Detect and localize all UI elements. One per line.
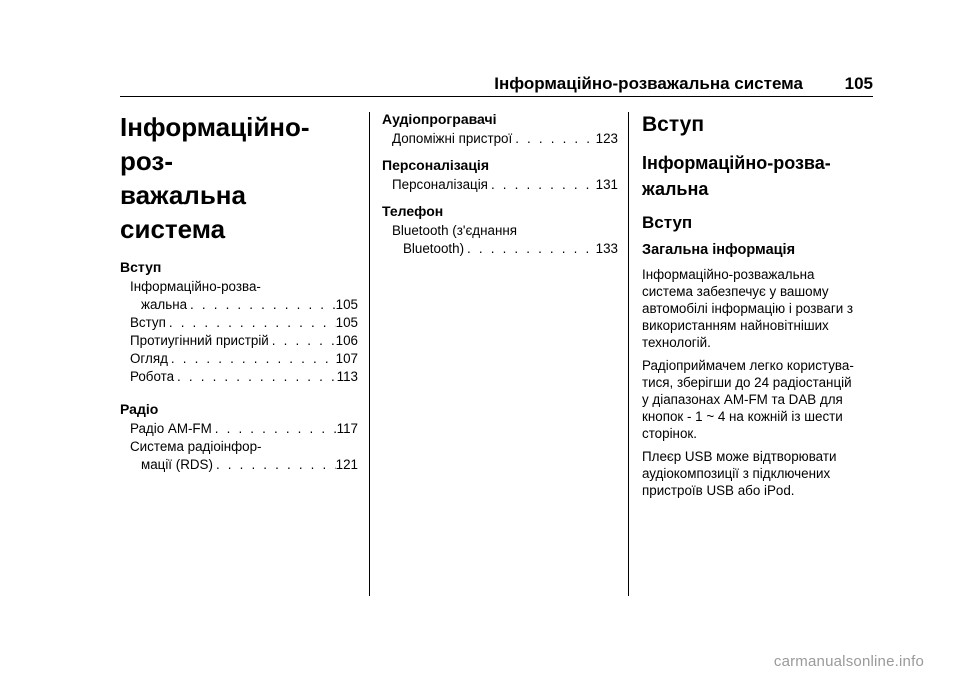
toc-page-number: 105 bbox=[335, 297, 358, 312]
toc-page-number: 107 bbox=[335, 351, 358, 366]
toc-entry[interactable]: Допоміжні пристрої . . . 123 bbox=[382, 130, 618, 148]
toc-page-number: 113 bbox=[336, 369, 358, 384]
toc-column-2 bbox=[382, 110, 618, 258]
toc-section-heading[interactable]: Персоналізація bbox=[382, 157, 489, 173]
watermark-text: carmanualsonline.info bbox=[773, 653, 924, 670]
content-column bbox=[642, 112, 878, 505]
paragraph-heading: Загальна інформація bbox=[642, 242, 796, 258]
subsection-heading: Інформаційно-розва- жальна bbox=[642, 153, 831, 199]
toc-entry[interactable]: Інформаційно-розва- bbox=[130, 279, 261, 294]
toc-page-number: 106 bbox=[335, 333, 358, 348]
page-header bbox=[120, 66, 873, 97]
body-paragraph: Інформаційно-розважальна система забезпечує у вашому автомобілі інформацію і розваги з використанням найновітніших технологій. bbox=[642, 267, 854, 350]
toc-section-heading[interactable]: Вступ bbox=[120, 259, 162, 275]
toc-page-number: 123 bbox=[595, 131, 618, 146]
toc-entry[interactable]: Вступ . . . 105 bbox=[120, 314, 358, 332]
toc-entry[interactable]: Bluetooth (з'єднання bbox=[392, 223, 517, 238]
toc-page-number: 133 bbox=[595, 241, 618, 256]
toc-entry[interactable]: Протиугінний пристрій . . . 106 bbox=[120, 332, 358, 350]
column-divider bbox=[369, 112, 370, 596]
toc-entry[interactable]: Система радіоінфор- bbox=[130, 439, 262, 454]
toc-entry[interactable]: Радіо AM-FM . . . 117 bbox=[120, 420, 358, 438]
toc-entry[interactable]: жальна . . . 105 bbox=[120, 296, 358, 314]
toc-entry[interactable]: Персоналізація . . . 131 bbox=[382, 176, 618, 194]
page-number: 105 bbox=[844, 74, 873, 93]
toc-page-number: 117 bbox=[336, 421, 358, 436]
body-paragraph: Радіоприймачем легко користува- тися, зберігши до 24 радіостанцій у діапазонах AM-FM та DAB для кнопок - 1 ~ 4 на кожній із шести сторінок. bbox=[642, 358, 854, 441]
body-paragraph: Плеєр USB може відтворювати аудіокомпозиції з підключених пристроїв USB або iPod. bbox=[642, 449, 837, 498]
header-title: Інформаційно-розважальна система bbox=[494, 74, 803, 93]
toc-entry[interactable]: Огляд . . . 107 bbox=[120, 350, 358, 368]
column-divider bbox=[628, 112, 629, 596]
toc-entry[interactable]: Робота . . . 113 bbox=[120, 368, 358, 386]
chapter-title: Інформаційно-роз- важальна система bbox=[120, 112, 310, 244]
toc-section-heading[interactable]: Аудіопрогравачі bbox=[382, 111, 497, 127]
toc-column-1 bbox=[120, 110, 358, 474]
toc-page-number: 105 bbox=[335, 315, 358, 330]
toc-section-heading[interactable]: Телефон bbox=[382, 203, 444, 219]
toc-entry[interactable]: мації (RDS) . . . 121 bbox=[120, 456, 358, 474]
section-heading: Вступ bbox=[642, 113, 705, 136]
toc-section-heading[interactable]: Радіо bbox=[120, 401, 159, 417]
toc-page-number: 131 bbox=[595, 177, 618, 192]
toc-entry[interactable]: Bluetooth) . . . 133 bbox=[382, 240, 618, 258]
subsubsection-heading: Вступ bbox=[642, 213, 693, 232]
toc-page-number: 121 bbox=[335, 457, 358, 472]
